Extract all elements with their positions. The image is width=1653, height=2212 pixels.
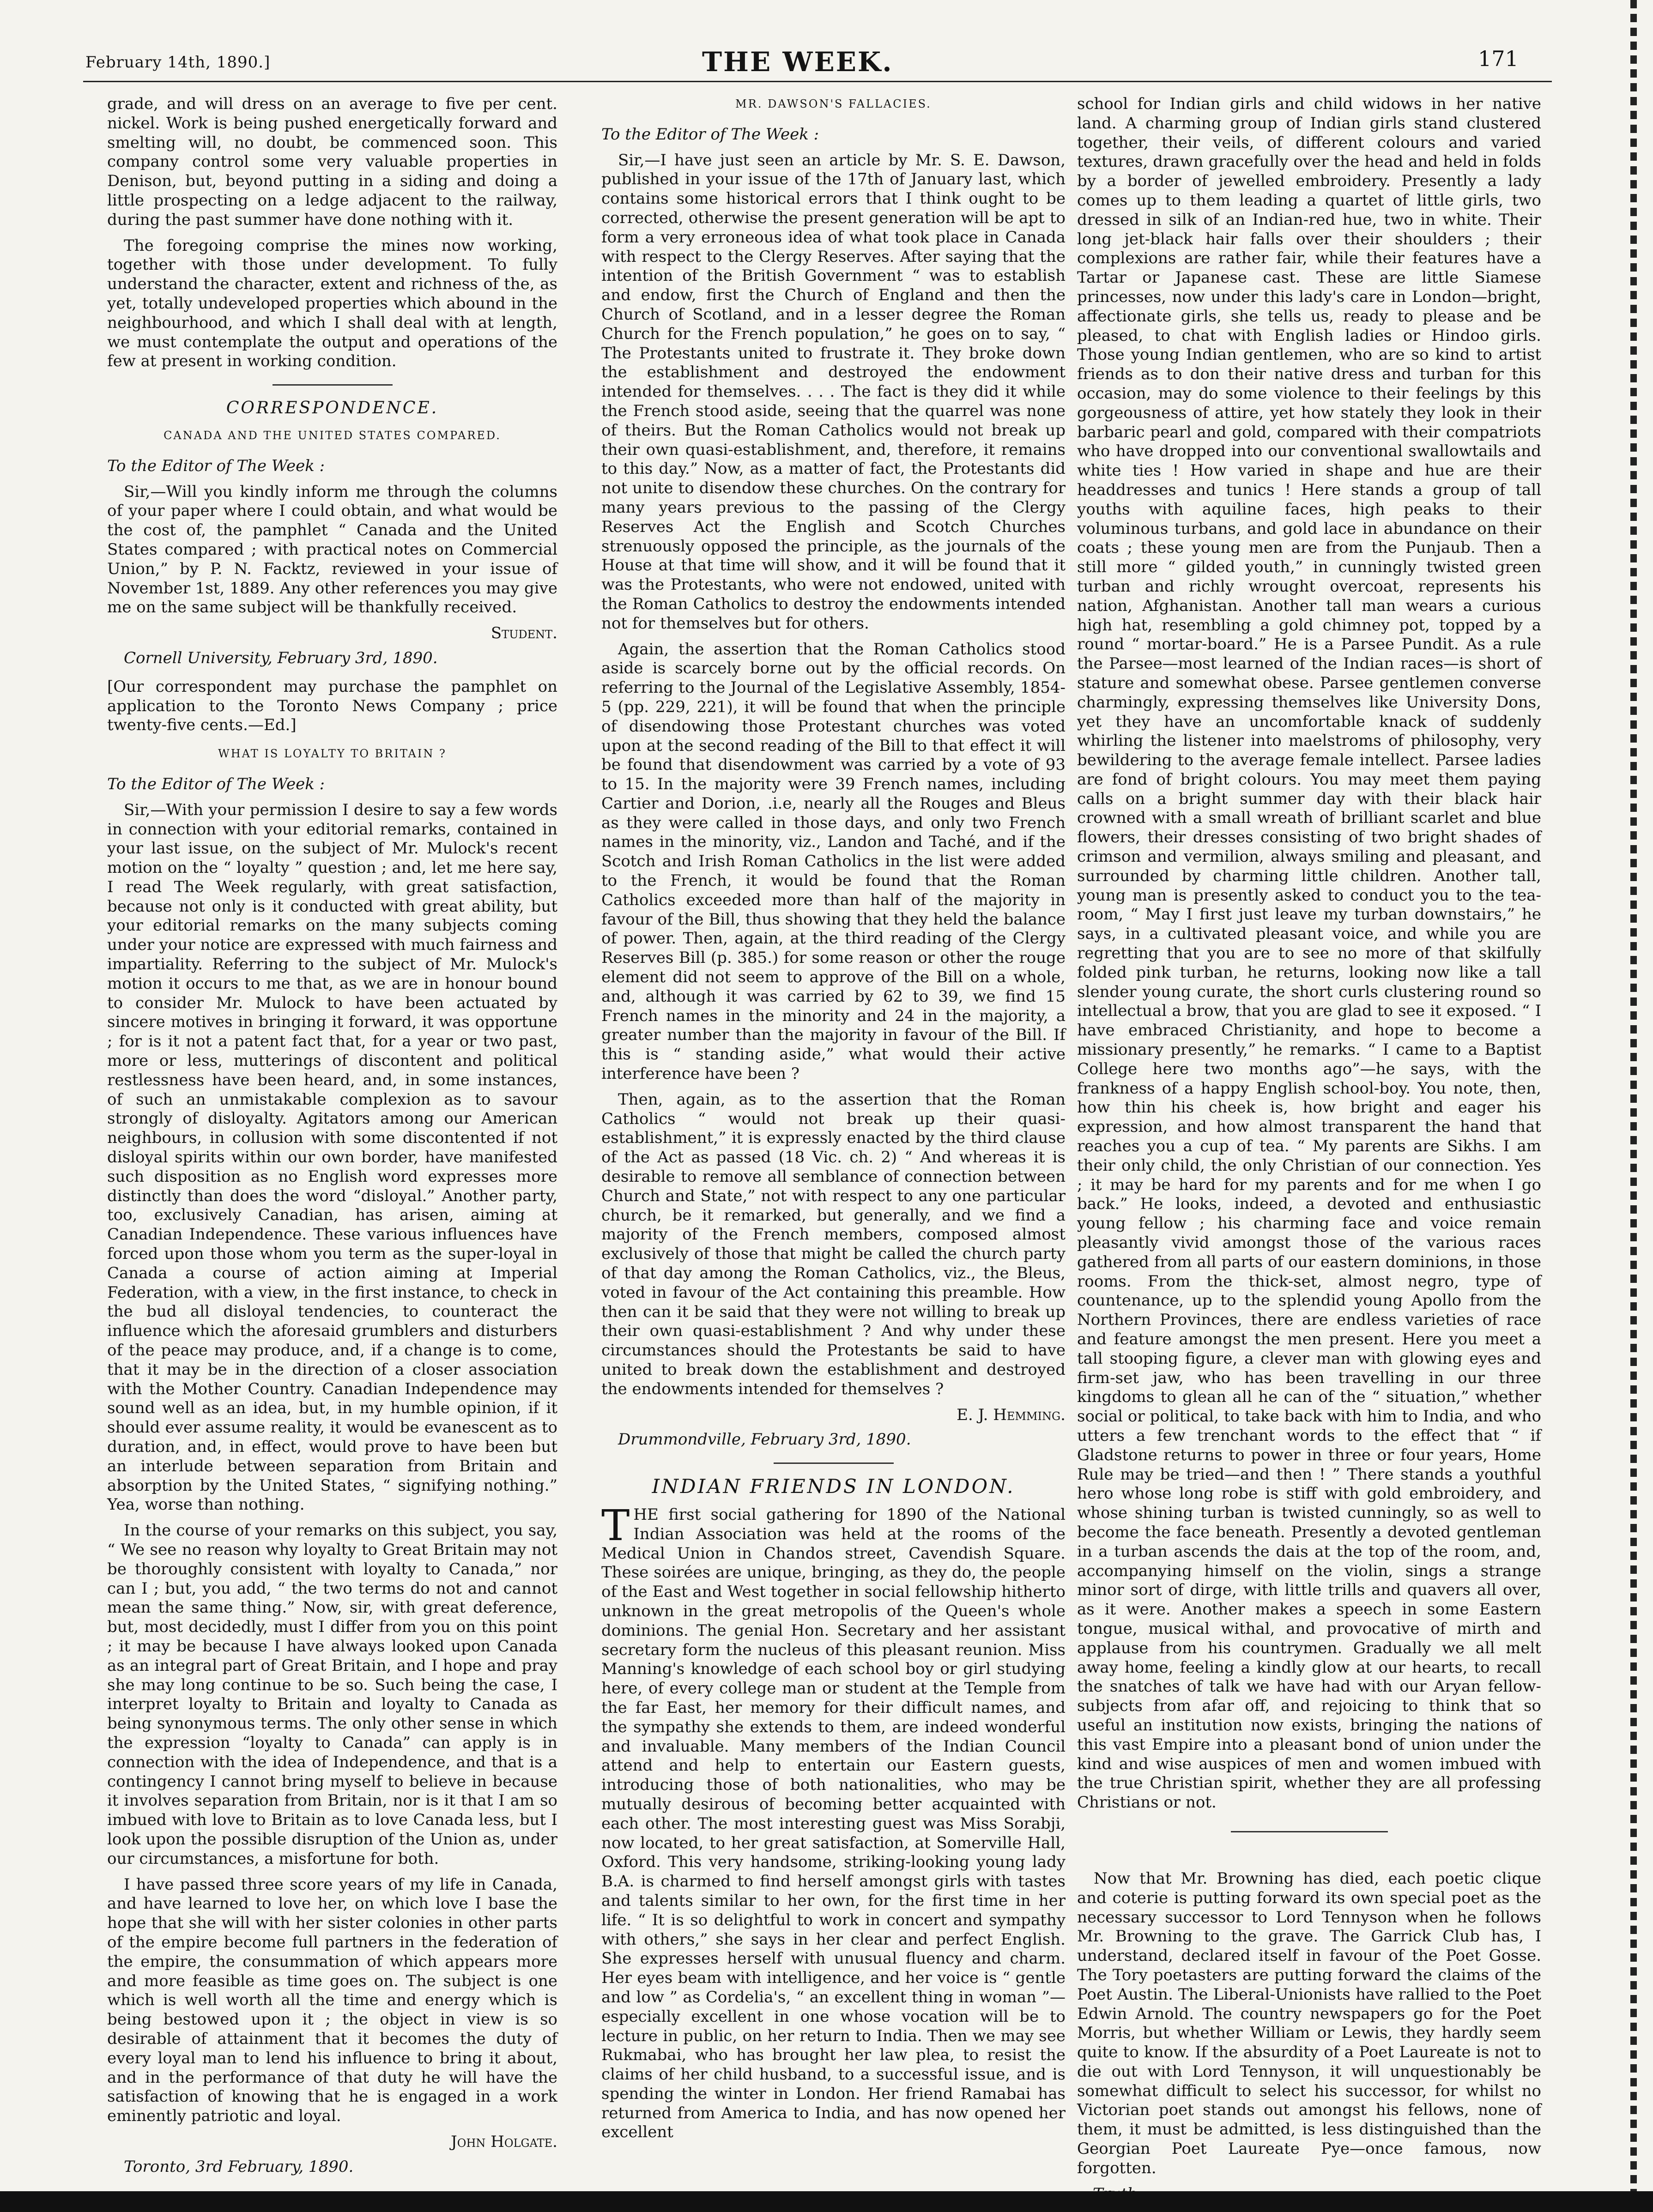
letter-2-salutation: To the Editor of The Week : [107, 774, 325, 793]
drop-cap: T [601, 1500, 630, 1550]
article-paragraph-1-text: HE first social gathering for 1890 of the National Indian Association was held at the rooms of the Medical Union in Chandos street, Cavendish Square. These soirées are unique, bringing, as they do, the people of the East and West together in social fellowship hitherto unknown in the great metropolis of the Queen's whole dominions. The genial Hon. Secretary and her assistant secretary form the nucleus of this pleasant reunion. Miss Manning's knowledge of each school boy or girl studying here, of every college man or student at the Temple from the far East, her memory for their difficult names, and the sympathy she extends to them, are indeed wonderful and invaluable. Many members of the Indian Council attend and help to entertain our Eastern guests, introducing those of both nationalities, who may be mutually desirous of becoming better acquainted with each other. The most interesting guest was Miss Sorabji, now located, to her great satisfaction, at Somerville Hall, Oxford. This very handsome, striking-looking young lady B.A. is charmed to find herself amongst girls with tastes and talents similar to her own, for the first time in her life. “ It is so delightful to work in concert and sympathy with others,” she says in her clear and perfect English. She expresses herself with unusual fluency and charm. Her eyes beam with intelligence, and her voice is “ gentle and low ” as Cordelia's, “ an excellent thing in woman ”—especially excellent in one whose vocation will be to lecture in public, on her return to India. Then we may see Rukmabai, who has brought her law plea, to resist the claims of her child husband, to a successful issue, and is spending the winter in London. Her friend Ramabai has returned from America to India, and has now opened her excellent [601, 1505, 1066, 2142]
laureate-note: Now that Mr. Browning has died, each poetic clique and coterie is putting forward its own special poet as the necessary successor to Lord Tennyson when he follows Mr. Browning to the grave. The Garrick Club has, I understand, declared itself in favour of the Poet Gosse. The Tory poetasters are putting forward the claims of the Poet Austin. The Liberal-Unionists have rallied to the Poet Edwin Arnold. The country newspapers go for the Poet Morris, but whether William or Lewis, they hardly seem quite to know. If the absurdity of a Poet Laureate is not to die out with Lord Tennyson, it will unquestionably be somewhat difficult to select his successor, for whilst no Victorian poet stands out amongst his fellows, none of them, it must be admitted, is less distinguished than the Georgian Poet Laureate Pye—once famous, now forgotten. [1077, 1869, 1541, 2177]
letter-2-paragraph-1: Sir,—With your permission I desire to say a few words in connection with your editorial remarks, contained in your last issue, on the subject of Mr. Mulock's recent motion on the “ loyalty ” question ; and, let me here say, I read The Week regularly, with great satisfaction, because not only is it conducted with great ability, but your editorial remarks on the many subjects coming under your notice are expressed with much fairness and impartiality. Referring to the subject of Mr. Mulock's motion it occurs to me that, as we are in honour bound to consider Mr. Mulock to have been actuated by sincere motives in bringing it forward, it was opportune ; for is it not a patent fact that, for a year or two past, more or less, mutterings of discontent and political restlessness have been heard, and, in some instances, of such an unmistakable complexion as to savour strongly of disloyalty. Agitators among our American neighbours, in collusion with some discontented if not disloyal spirits within our own border, have manifested such disposition as no English word expresses more distinctly than does the word “disloyal.” Another party, too, exclusively Canadian, has arisen, aiming at Canadian Independence. These various influences have forced upon those whom you term as the super-loyal in Canada a course of action aiming at Imperial Federation, with a view, in the first instance, to check in the bud all disloyal tendencies, to counteract the influence which the aforesaid grumblers and disturbers of the peace may produce, and, if a change is to come, that it may be in the direction of a closer association with the Mother Country. Canadian Independence may sound well as an idea, but, in my humble opinion, if it should ever assume reality, it would be evanescent as to duration, and, in effect, would prove to have been but an interlude between separation from Britain and absorption by the United States, “ signifying nothing.” Yea, worse than nothing. [107, 800, 557, 1514]
article-heading: INDIAN FRIENDS IN LONDON. [652, 1475, 1015, 1498]
column-3 [1077, 95, 1541, 2210]
header-date: February 14th, 1890.] [85, 53, 271, 72]
letter-3-paragraph-1: Sir,—I have just seen an article by Mr. S. E. Dawson, published in your issue of the 17th of January last, which contains some historical errors that I think ought to be corrected, otherwise the present generation will be apt to form a very erroneous idea of what took place in Canada with respect to the Clergy Reserves. After saying that the intention of the British Government “ was to establish and endow, first the Church of England and then the Church of Scotland, and in a lesser degree the Roman Church for the French population,” he goes on to say, “ The Protestants united to frustrate it. They broke down the establishment and destroyed the endowment intended for themselves. . . . The fact is they did it while the French stood aside, seeing that the quarrel was none of theirs. But the Roman Catholics would not break up their own quasi-establishment, and, therefore, it remains to this day.” Now, as a matter of fact, the Protestants did not unite to disendow these churches. On the contrary for many years previous to the passing of the Clergy Reserves Act the English and Scotch Churches strenuously opposed the principle, as the journals of the House at that time will show, and it will be found that it was the Protestants, who were not endowed, united with the Roman Catholics to destroy the endowments intended not for themselves but for others. [601, 151, 1066, 633]
mining-paragraph-1: grade, and will dress on an average to five per cent. nickel. Work is being pushed energetically forward and smelting will, no doubt, be commenced soon. This company control some very valuable properties in Denison, but, beyond putting in a siding and doing a little prospecting on a ledge adjacent to the railway, during the past summer have done nothing with it. [107, 95, 557, 229]
article-continuation: school for Indian girls and child widows in her native land. A charming group of Indian girls stand clustered together, their veils, of different colours and varied textures, drawn gracefully over the head and held in folds by a border of jewelled embroidery. Presently a lady comes up to them leading a quartet of little girls, two dressed in silk of an Indian-red hue, two in white. Their long jet-black hair falls over their shoulders ; their complexions are rather fair, while their features have a Tartar or Japanese cast. These are little Siamese princesses, now under this lady's care in London—bright, affectionate girls, she tells us, ready to please and be pleased, to chat with English ladies or Hindoo girls. Those young Indian gentlemen, who are so kind to artist friends as to don their native dress and turban for this occasion, may do some violence to their feelings by this gorgeousness of attire, yet how stately they look in their barbaric pearl and gold, compared with their compatriots who have dropped into our conventional swallowtails and white ties ! How varied in shape and hue are their headdresses and tunics ! Here stands a group of tall youths with aquiline faces, high peaks to their voluminous turbans, and gold lace in abundance on their coats ; these young men are from the Punjaub. Then a still more “ gilded youth,” in cunningly twisted green turban and richly wrought overcoat, represents his nation, Afghanistan. Another tall man wears a curious high hat, resembling a gold chimney pot, topped by a round “ mortar-board.” He is a Parsee Pundit. As a rule the Parsee—most learned of the Indian races—is short of stature and somewhat obese. Parsee gentlemen converse charmingly, expressing themselves like University Dons, yet they have an uncomfortable knack of suddenly whirling the listener into maelstroms of philosophy, very bewildering to the average female intellect. Parsee ladies are fond of bright colours. You may meet them paying calls on a bright summer day with their black hair crowned with a small wreath of brilliant scarlet and blue flowers, their dresses consisting of two bright shades of crimson and vermilion, always smiling and pleasant, and surrounded by charming little children. Another tall, young man is presently asked to conduct you to the tea-room, “ May I first just leave my turban downstairs,” he says, in a cultivated pleasant voice, and while you are regretting that you are to see no more of that skilfully folded pink turban, he returns, looking now like a tall slender young curate, the short curls clustering round so intellectual a brow, that you are glad to see it exposed. “ I have embraced Christianity, and hope to become a missionary presently,” he remarks. “ I came to a Baptist College here two months ago”—he says, with the frankness of a happy English school-boy. You note, then, how thin his cheek is, how bright and eager his expression, and how almost transparent the hand that reaches you a cup of tea. “ My parents are Sikhs. I am their only child, the only Christian of our connection. Yes ; it may be hard for my parents and for me when I go back.” He looks, indeed, a devoted and enthusiastic young fellow ; his charming face and voice remain pleasantly vivid amongst those of the various races gathered from all parts of our eastern dominions, in those rooms. From the thick-set, almost negro, type of countenance, up to the splendid young Apollo from the Northern Provinces, there are endless varieties of race and feature amongst the men present. Here you meet a tall stooping figure, a clever man with glowing eyes and firm-set jaw, who has been travelling in our three kingdoms to glean all he can of the “ situation,” whether social or political, to take back with him to India, and who utters a few trenchant words to the effect that “ if Gladstone returns to power in three or four years, Home Rule may be tried—and then ! ” There stands a youthful hero whose long robe is stiff with gold embroidery, and whose shining turban is twisted cunningly, so as well to become the face beneath. Presently a devoted gentleman in a turban ascends the dais at the top of the room, and, accompanying himself on the violin, sings a strange minor sort of dirge, with little trills and quavers all over, as it were. Another makes a speech in some Eastern tongue, musical withal, and provocative of mirth and applause from his countrymen. Gradually we all melt away home, feeling a kindly glow at our hearts, to recall the snatches of talk we have had with our Aryan fellow-subjects from afar off, and rejoicing to think that so useful an institution now exists, bringing the nations of this vast Empire into a pleasant bond of union under the kind and wise auspices of men and women imbued with the true Christian spirit, whether they are all professing Christians or not. [1077, 95, 1541, 1812]
page-number: 171 [1478, 46, 1519, 71]
letter-3-dateline: Drummondville, February 3rd, 1890. [618, 1430, 911, 1449]
letter-1-body: Sir,—Will you kindly inform me through the columns of your paper where I could obtain, and what would be the cost of, the pamphlet “ Canada and the United States compared ; with practical notes on Commercial Union,” by P. N. Facktz, reviewed in your issue of November 1st, 1889. Any other references you may give me on the same subject will be thankfully received. [107, 482, 557, 617]
letter-2-dateline: Toronto, 3rd February, 1890. [124, 2157, 354, 2176]
letter-3-paragraph-3: Then, again, as to the assertion that the Roman Catholics “ would not break up their quasi-establishment,” it is expressly enacted by the third clause of the Act as passed (18 Vic. ch. 2) “ And whereas it is desirable to remove all semblance of connection between Church and State,” not with respect to any one particular church, be it remarked, but generally, and we find a majority of the French members, composed almost exclusively of those that might be called the church party of that day among the Roman Catholics, viz., the Bleus, voted in favour of the Act containing this preamble. How then can it be said that they were not willing to break up their own quasi-establishment ? And why under these circumstances should the Protestants be said to have united to break down the establishment and destroyed the endowments intended for themselves ? [601, 1090, 1066, 1398]
letter-2-subheading: WHAT IS LOYALTY TO BRITAIN ? [218, 747, 447, 761]
letter-2-paragraph-2: In the course of your remarks on this subject, you say, “ We see no reason why loyalty to Great Britain may not be thoroughly consistent with loyalty to Canada,” nor can I ; but, you add, “ the two terms do not and cannot mean the same thing.” Now, sir, with great deference, but, most decidedly, must I differ from you on this point ; it may be because I have always looked upon Canada as an integral part of Great Britain, and I hope and pray she may long continue to be so. Such being the case, I interpret loyalty to Britain and loyalty to Canada as being synonymous terms. The only other sense in which the expression “loyalty to Canada” can apply is in connection with the idea of Independence, and that is a contingency I cannot bring myself to believe in because it involves separation from Britain, nor is it that I am so imbued with love to Britain as to love Canada less, but I look upon the possible disruption of the Union as, under our circumstances, a misfortune for both. [107, 1521, 557, 1868]
note-divider [1231, 1831, 1388, 1832]
letter-1-dateline: Cornell University, February 3rd, 1890. [124, 648, 438, 667]
mining-paragraph-2: The foregoing comprise the mines now working, together with those under development. To fully understand the character, extent and richness of the, as yet, totally undeveloped properties which abound in the neighbourhood, and which I shall deal with at length, we must contemplate the output and operations of the few at present in working condition. [107, 236, 557, 371]
letter-1-signature: Student. [490, 624, 557, 643]
header-rule [83, 81, 1552, 82]
column-2 [601, 95, 1066, 2149]
letter-1-salutation: To the Editor of The Week : [107, 456, 325, 475]
section-divider [272, 384, 393, 386]
correspondence-heading: CORRESPONDENCE. [226, 399, 439, 418]
bottom-scan-edge [0, 2191, 1653, 2212]
masthead-title: THE WEEK. [702, 46, 893, 78]
letter-2-paragraph-3: I have passed three score years of my life in Canada, and have learned to love her, on which love I base the hope that she will with her sister colonies in other parts of the empire become full partners in the federation of the empire, the consummation of which appears more and more feasible as time goes on. The subject is one which is well worth all the time and energy which is being bestowed upon it ; the object in view is so desirable of attainment that it becomes the duty of every loyal man to lend his influence to bring it about, and in the performance of that duty he will have the satisfaction of knowing that he is engaged in a work eminently patriotic and loyal. [107, 1875, 557, 2126]
column-1 [107, 95, 557, 2186]
letter-2-signature: John Holgate. [451, 2132, 557, 2151]
article-divider [774, 1463, 894, 1464]
page-edge [1630, 0, 1637, 2212]
letter-3-salutation: To the Editor of The Week : [601, 125, 819, 144]
article-paragraph-1 [601, 1500, 1066, 2142]
letter-1-subheading: CANADA AND THE UNITED STATES COMPARED. [163, 429, 501, 442]
letter-3-signature: E. J. Hemming. [957, 1405, 1066, 1424]
editor-reply: [Our correspondent may purchase the pamphlet on application to the Toronto News Company ; price twenty-five cents.—Ed.] [107, 677, 557, 735]
letter-3-subheading: MR. DAWSON'S FALLACIES. [735, 97, 932, 110]
letter-3-paragraph-2: Again, the assertion that the Roman Catholics stood aside is scarcely borne out by the official records. On referring to the Journal of the Legislative Assembly, 1854-5 (pp. 229, 221), it will be found that when the principle of disendowing those Protestant churches was voted upon at the second reading of the Bill to that effect it will be found that disendowment was carried by a vote of 93 to 15. In the majority were 39 French names, including Cartier and Dorion, .i.e, nearly all the Rouges and Bleus as they were called in those days, and only two French names in the minority, viz., Landon and Taché, and if the Scotch and Irish Roman Catholics in the list were added to the French, it would be found that the Roman Catholics exceeded more than half of the majority in favour of the Bill, thus showing that they held the balance of power. Then, again, at the third reading of the Clergy Reserves Bill (p. 385.) for some reason or other the rouge element did not seem to approve of the Bill on a whole, and, although it was carried by 62 to 39, we find 15 French names in the minority and 24 in the majority, a greater number than the majority in favour of the Bill. If this is “ standing aside,” what would their active interference have been ? [601, 640, 1066, 1083]
